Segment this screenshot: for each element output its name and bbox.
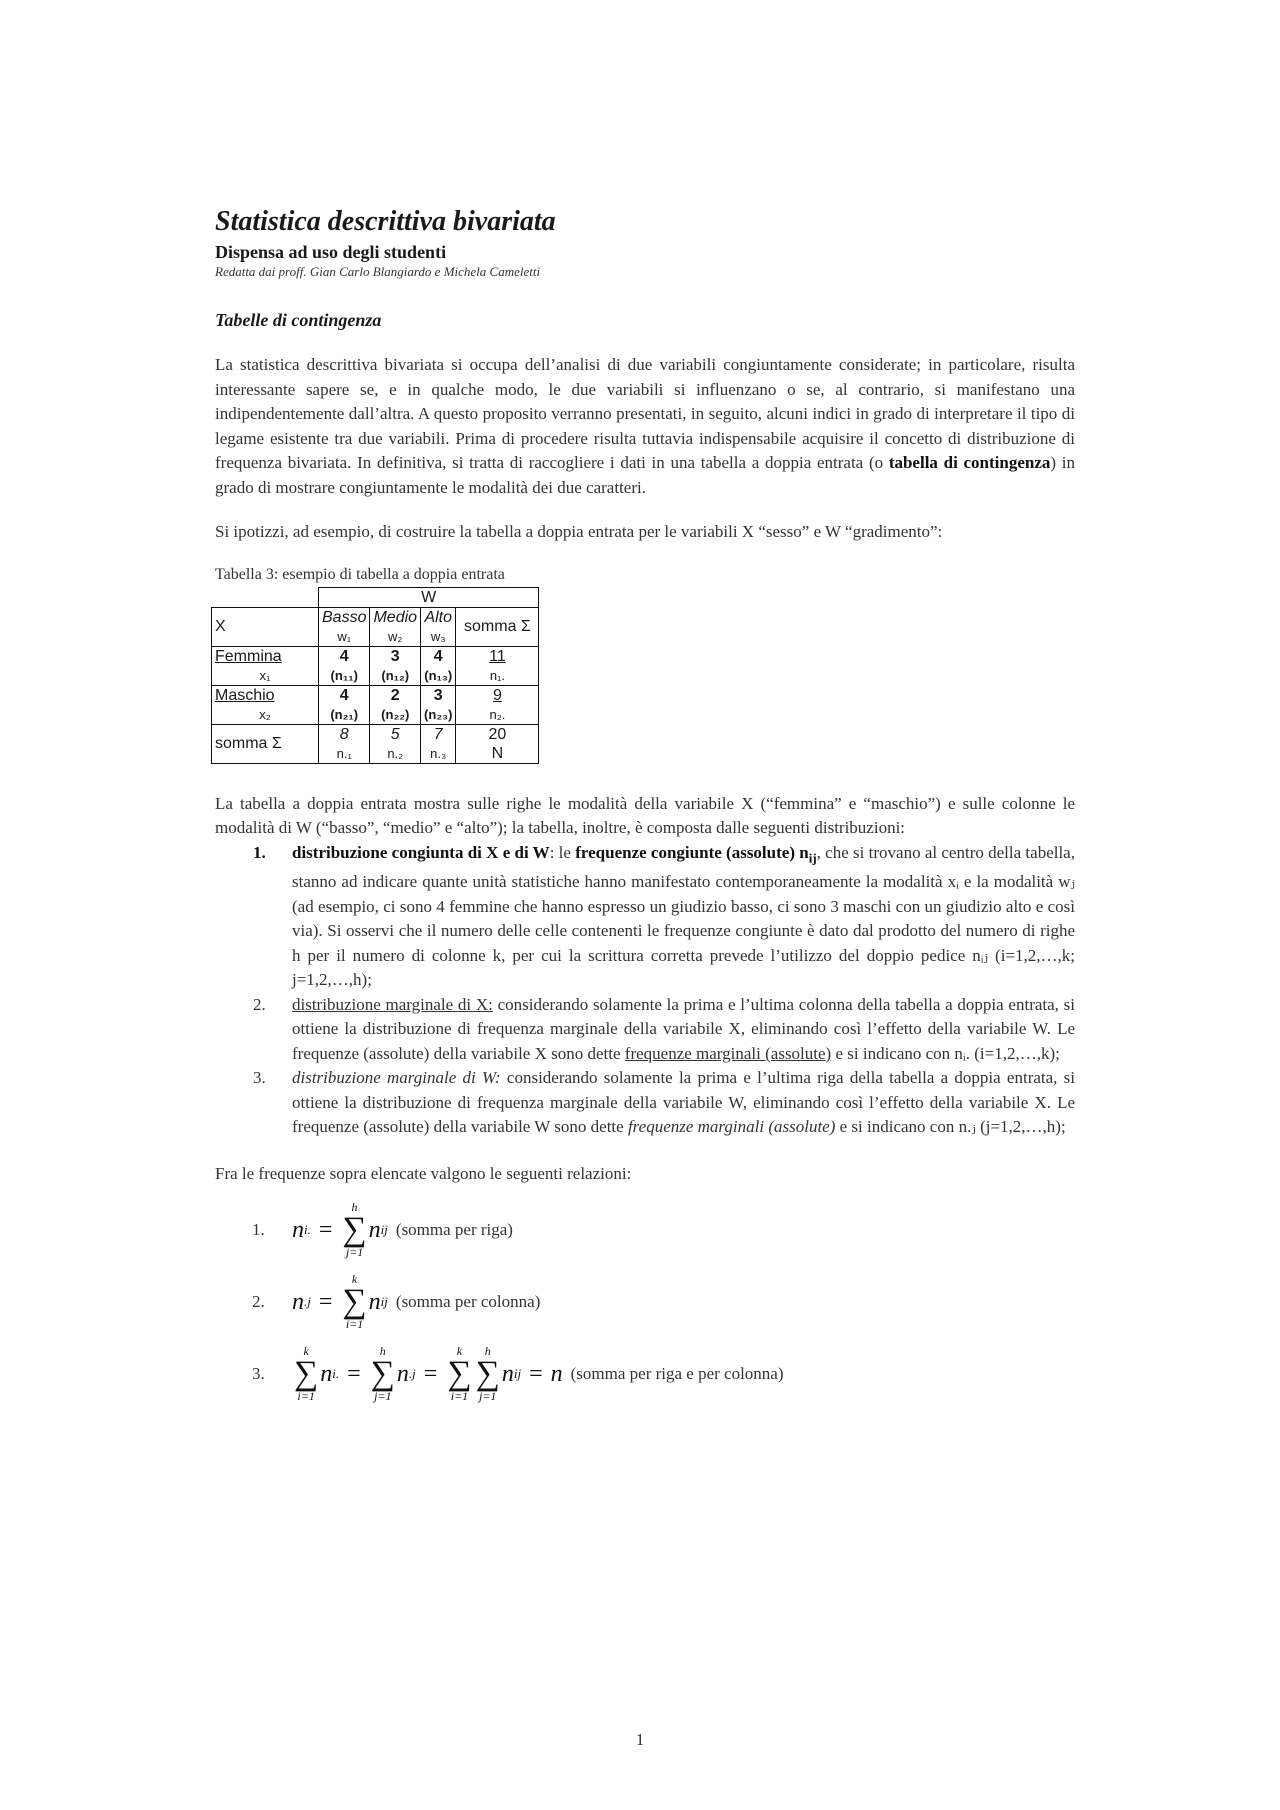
table-cell: 2 (n₂₂)	[370, 685, 421, 724]
table-cell: 3 (n₁₂)	[370, 646, 421, 685]
row-header: Maschio x₂	[212, 685, 319, 724]
formula-column-sum: n .j = k ∑ i=1 n ij (somma per colonna)	[292, 1272, 541, 1332]
grand-total: 20 N	[456, 724, 539, 763]
column-header: Basso w₁	[319, 607, 370, 646]
distribution-list	[215, 841, 1075, 1140]
section-title: Tabelle di contingenza	[215, 310, 382, 330]
column-total: 8 n.₁	[319, 724, 370, 763]
document-title: Statistica descrittiva bivariata	[215, 206, 556, 237]
relations-paragraph: Fra le frequenze sopra elencate valgono le seguenti relazioni:	[215, 1163, 632, 1183]
formula-row-sum: n i. = h ∑ j=1 n ij (somma per riga)	[292, 1200, 513, 1260]
document-subtitle: Dispensa ad uso degli studenti	[215, 242, 447, 262]
sum-header: somma Σ	[456, 607, 539, 646]
row-total: 11 n₁.	[456, 646, 539, 685]
table-caption: Tabella 3: esempio di tabella a doppia entrata	[215, 565, 505, 583]
formulas	[215, 1194, 1075, 1410]
column-total: 5 n.₂	[370, 724, 421, 763]
formula-row: 2. n .j = k ∑ i=1 n ij (somma per colonna)	[252, 1272, 541, 1332]
formula-row: 1. n i. = h ∑ j=1 n ij (somma per riga)	[252, 1200, 513, 1260]
example-paragraph: Si ipotizzi, ad esempio, di costruire la tabella a doppia entrata per le variabili X “sesso” e W “gradimento”:	[215, 522, 943, 541]
formula-total-sum: k ∑ i=1 n i. = h ∑ j=1 n .j = k ∑ i=1 h ∑ j=1 n ij = n (somma per riga e per colonna)	[294, 1344, 784, 1404]
intro-paragraph: La statistica descrittiva bivariata si occupa dell’analisi di due variabili congiuntamente considerate; in particolare, risulta interessante sapere se, e in qualche modo, le due variabili si influenzano o se, al contrario, si manifestano una indipendentemente dall’altra. A questo proposito verranno presentati, in seguito, alcuni indici in grado di interpretare il tipo di legame esistente tra due variabili. Prima di procedere risulta tuttavia indispensabile acquisire il concetto di distribuzione di frequenza bivariata. In definitiva, si tratta di raccogliere i dati in una tabella a doppia entrata (o tabella di contingenza) in grado di mostrare congiuntamente le modalità dei due caratteri.	[215, 355, 1075, 497]
list-item: 3. distribuzione marginale di W: considerando solamente la prima e l’ultima riga della tabella a doppia entrata, si ottiene la distribuzione di frequenza marginale della variabile W, eliminando così l’effetto della variabile X. Le frequenze (assolute) della variabile W sono dette frequenze marginali (assolute) e si indicano con n.ⱼ (j=1,2,…,h);	[253, 1068, 1075, 1137]
table-cell: 4 (n₁₁)	[319, 646, 370, 685]
column-total: 7 n.₃	[421, 724, 456, 763]
row-total: 9 n₂.	[456, 685, 539, 724]
document-byline: Redatta dai proff. Gian Carlo Blangiardo e Michela Cameletti	[215, 264, 541, 279]
list-item: 1. distribuzione congiunta di X e di W: le frequenze congiunte (assolute) $n_{ij}$, che si trovano al centro della tabella, stanno ad indicare quante unità statistiche hanno manifestato contemporaneamente la modalità xᵢ e la modalità wⱼ (ad esempio, ci sono 4 femmine che hanno espresso un giudizio basso, ci sono 3 maschi con un giudizio alto e così via). Si osservi che il numero delle celle contenenti le frequenze congiunte è dato dal prodotto del numero di righe h per il numero di colonne k, per cui la scrittura corretta prevede l’utilizzo del doppio pedice nᵢⱼ (i=1,2,…,k; j=1,2,…,h);	[253, 842, 1075, 990]
column-header: Alto w₃	[421, 607, 456, 646]
document-page	[215, 205, 1075, 1410]
table-cell: 3 (n₂₃)	[421, 685, 456, 724]
table-cell: 4 (n₂₁)	[319, 685, 370, 724]
table-description: La tabella a doppia entrata mostra sulle righe le modalità della variabile X (“femmina” e “maschio”) e sulle colonne le modalità di W (“basso”, “medio” e “alto”); la tabella, inoltre, è composta dalle seguenti distribuzioni:	[215, 793, 1075, 837]
page-number: 1	[635, 1730, 645, 1749]
sum-row-header: somma Σ	[212, 724, 319, 763]
column-header: Medio w₂	[370, 607, 421, 646]
row-variable: X	[212, 607, 319, 646]
contingency-table	[211, 587, 539, 764]
table-cell: 4 (n₁₃)	[421, 646, 456, 685]
list-item: 2. distribuzione marginale di X: considerando solamente la prima e l’ultima colonna della tabella a doppia entrata, si ottiene la distribuzione di frequenza marginale della variabile X, eliminando così l’effetto della variabile W. Le frequenze (assolute) della variabile X sono dette frequenze marginali (assolute) e si indicano con nᵢ. (i=1,2,…,k);	[253, 994, 1075, 1063]
row-header: Femmina x₁	[212, 646, 319, 685]
formula-row: 3. k ∑ i=1 n i. = h ∑ j=1 n .j = k ∑ i=1 h ∑ j=1 n ij = n (somma per riga e per colonna)	[252, 1344, 784, 1404]
column-variable: W	[319, 587, 539, 607]
